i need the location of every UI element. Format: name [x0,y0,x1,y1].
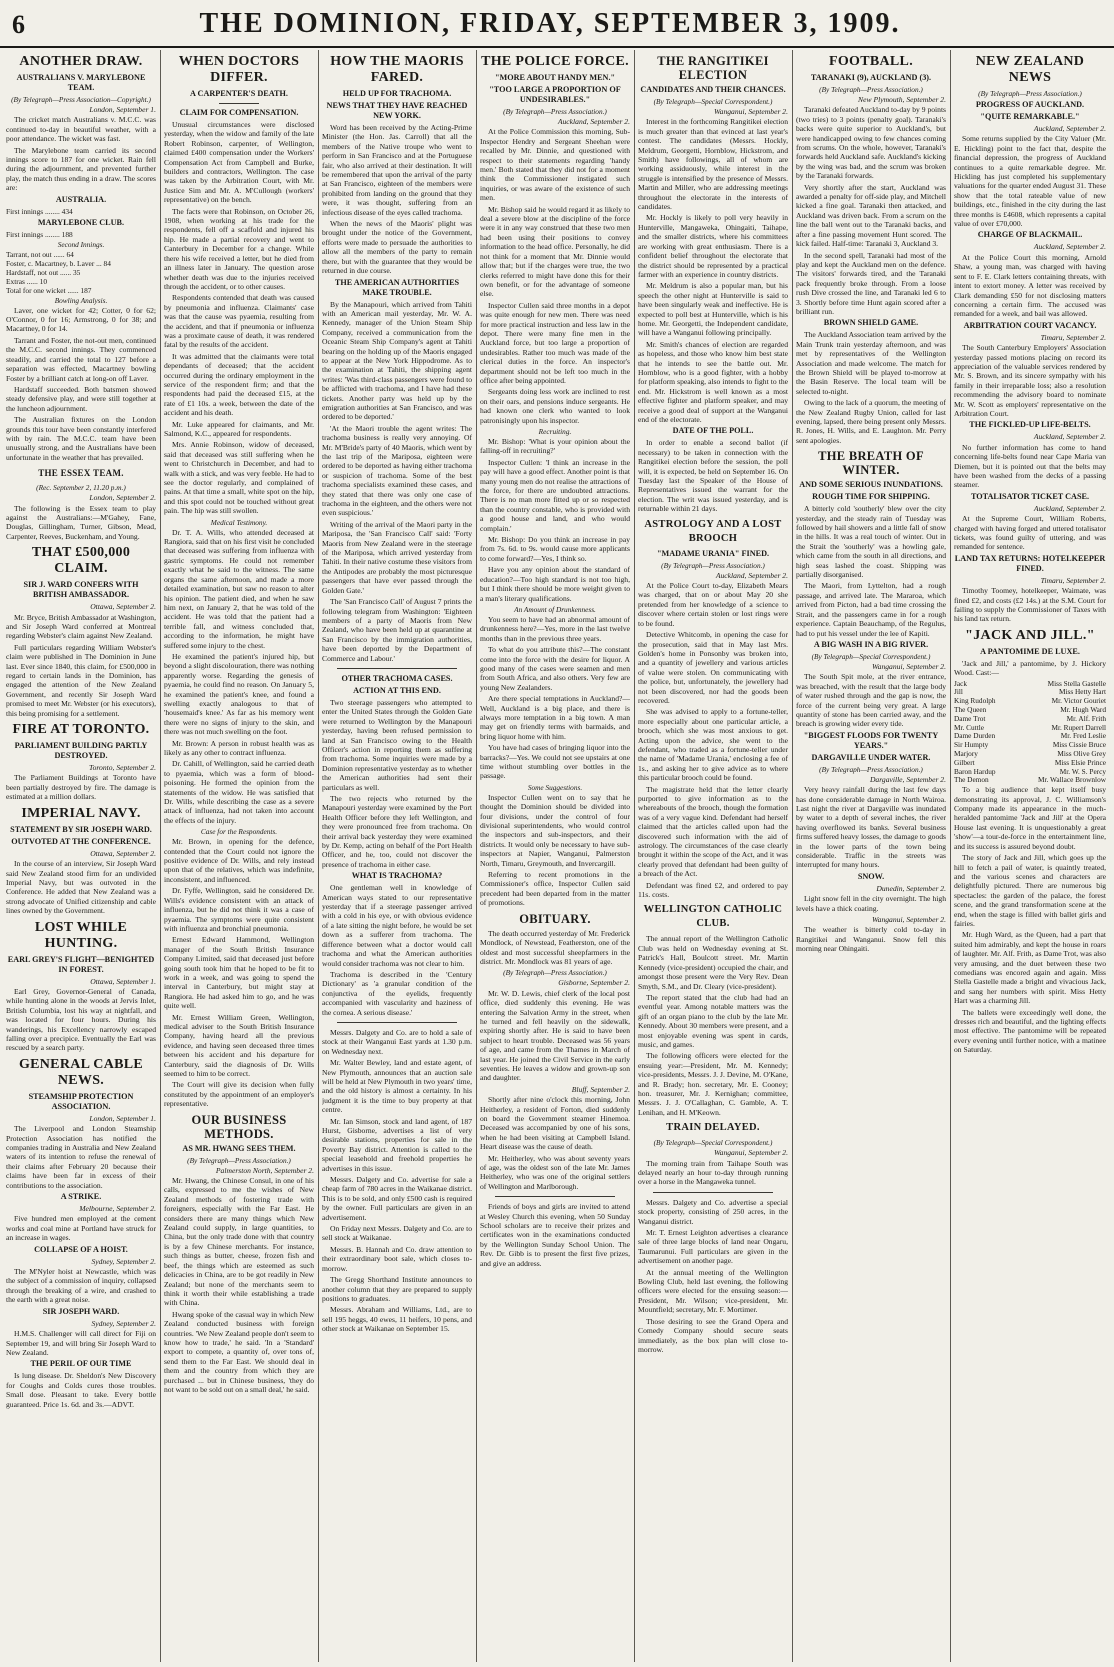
subhead: LAND TAX RETURNS: HOTELKEEPER FINED. [954,553,1106,573]
credit-line: (By Telegraph—Press Association.) [503,968,607,978]
dateline: Dunedin, September 2. [876,883,946,893]
headline-claim: THAT £500,000 CLAIM. [31,545,131,577]
paragraph: One gentleman well in knowledge of American ways stated to our representative yesterday that if a steerage passenger arrived with a cold in his eye, or with obvious evidence of a late sitting the night before, he would be set down as a sufferer from trachoma. The difference between what a doctor would call trachoma and what the American authorities would consider trachoma was not clear to him. [322,883,472,968]
paragraph: By the Manapouri, which arrived from Tahiti with an American mail yesterday, Mr. W. A. Kennedy, manager of the Union Steam Ship Company, received a communication from the Oceanic Steam Ship Company's agent at Tahiti bearing on the holding up of the Maoris engaged to appear at the New York Hippodrome. As to the examination at Tahiti, the shipping agent writes: 'Was third-class passengers were found to be afflicted with trachoma, and I have had these tickets. Another party was held up by the emigration authorities at San Francisco, and was ordered to be deported.' [322,299,472,422]
cast-role: Dame Durden [954,731,996,741]
dateline: London, September 1. [89,1113,156,1123]
section-heading: Medical Testimony. [210,517,268,527]
paragraph: At the Police Court this morning, Arnold Shaw, a young man, was charged with having sent to F. E. Clark letters containing threats, with intent to extort money. A letter was received by Clark demanding £50 for not disclosing matters concerning a certain firm. The accused was remanded for a week, and bail was allowed. [954,252,1106,319]
subhead: ROUGH TIME FOR SHIPPING. [812,492,930,502]
dateline: London, September 1. [89,105,156,114]
cast-actor: Miss Hetty Hart [1058,687,1106,697]
credit-line: (By Telegraph—Special Correspondent.) [653,1138,773,1148]
subhead: STATEMENT BY SIR JOSEPH WARD. [10,824,152,834]
cast-role: Marjory [954,749,978,759]
headline-breath-winter: THE BREATH OF WINTER. [818,449,924,478]
page-number: 6 [12,10,25,39]
dateline: Sydney, September 2. [91,1318,156,1328]
masthead [0,0,1114,48]
column-3 [322,50,472,1662]
paragraph: The weather is bitterly cold to-day in Rangitikei and Wanganui. Snow fell this morning near Ohingaiti. [796,925,946,954]
paragraph: The report stated that the club had had an eventful year. Among notable matters was the gift of an organ piano to the club by the late Mr. Kennedy. About 30 members were present, and a most enjoyable evening was spent in cards, music, and games. [638,992,788,1049]
cast-role: Dame Trot [954,713,986,723]
subhead: STEAMSHIP PROTECTION ASSOCIATION. [28,1091,134,1111]
subhead: "TOO LARGE A PROPORTION OF UNDESIRABLES." [489,85,621,104]
dateline: Ottawa, September 2. [90,848,156,858]
paragraph: On Friday next Messrs. Dalgety and Co. are to sell stock at Waikanae. [322,1224,472,1243]
score-heading: Second Innings. [57,239,105,249]
dateline: Auckland, September 2. [715,570,788,580]
paragraph: Friends of boys and girls are invited to attend at Wesley Church this evening, when 50 Sunday School scholars are to receive their prizes and certificates won in the examinations conducted by the Wellington Sunday School Union. The Rev. Dr. Gibb is to present the first five prizes, and give an address. [480,1202,630,1268]
paragraph: Timothy Toomey, hotelkeeper, Waimate, was fined £2, and costs (£2 14s.) at the S.M. Court for failing to supply the Commissioner of Taxes with his land tax return. [954,586,1106,624]
dateline: Wanganui, September 2. [714,107,788,116]
subhead: HELD UP FOR TRACHOMA. [342,89,452,98]
column-6 [796,50,946,1662]
column-rule [476,50,477,1662]
column-rule [318,50,319,1662]
paragraph: The death occurred yesterday of Mr. Frederick Mondlock, of Newstead, Featherston, one of the oldest and most successful sheepfarmers in the district. Mr. Mondlock was 81 years of age. [480,928,630,966]
paragraph: Dr. Cahill, of Wellington, said he carried death to pyaemia, which was a form of blood-poisoning. He formed the opinion from the statements of the widow. He was satisfied that Dr. Wills, while describing the case as a severe attack of influenza, had not taken into account the effects of the injury. [164,759,314,825]
cast-actor: Miss Cissie Bruce [1052,740,1106,750]
column-1 [6,50,156,1662]
paragraph: The South Spit mole, at the river entrance, was breached, with the result that the large body of water rushed through and the gap is now, the force of the current being very great. A large quantity of stone has been carried away, and the breach is growing wider every tide. [796,672,946,729]
paragraph: Mr. Bishop: 'What is your opinion about the falling-off in recruiting?' [480,437,630,456]
paragraph: At the annual meeting of the Wellington Bowling Club, held last evening, the following officers were elected for the ensuing season:—President, Mr. Wilson; vice-president, Mr. Mountfield; secretary, Mr. F. Mortimer. [638,1267,788,1315]
cast-row [954,776,1106,785]
dateline: Gisborne, September 2. [558,978,630,988]
section-heading: Recruiting. [538,427,572,436]
subhead: ARBITRATION COURT VACANCY. [963,320,1097,330]
paragraph: Mr. Brown: A person in robust health was as likely as any other to contract influenza. [164,738,314,757]
paragraph: Two steerage passengers who attempted to enter the United States through the Golden Gate were returned to Wellington by the Manapouri yesterday, having been refused permission to land at San Francisco owing to the Health Officer's action in reporting them as suffering from trachoma. Some inquiries were made by a Dominion representative yesterday as to whether the American authorities had sent their particulars as well. [322,697,472,792]
section-heading: Some Suggestions. [527,782,583,792]
subhead: SIR JOSEPH WARD. [42,1306,120,1316]
paragraph: Dr. Fyffe, Wellington, said he considered Dr. Wills's evidence consistent with an attack of influenza, but he did not think it was a case of pyaemia. The symptoms were quite consistent with influenza and bronchial pneumonia. [164,886,314,933]
newspaper-columns [6,50,1108,1662]
divider [219,103,259,104]
newspaper-title: THE DOMINION, FRIDAY, SEPTEMBER 3, 1909. [199,8,901,39]
paragraph: Those desiring to see the Grand Opera and Comedy Company should secure seats immediately, as the box plan will close to-morrow. [638,1316,788,1354]
paragraph: Hwang spoke of the casual way in which New Zealand conducted business with foreign countries. 'We New Zealand people don't seem to know how to trade,' he said. 'In a 'Standard' export to compete, a quantity of, over tons of, send them to the Far East. We should deal in them and the country from which they are purchased ... but in Chinese business, 'they do not want to be sold out on a small deal,' he said. [164,1309,314,1394]
cast-role: Mr. Cuttle [954,722,984,732]
score-line: Foster, c. Macartney, b. Laver ... 84 [6,258,111,268]
column-rule [160,50,161,1662]
cast-actor: Mr. Wallace Brownlow [1038,775,1106,785]
paragraph: Trachoma is described in the 'Century Dictionary' as 'a granular condition of the conjunctiva of the eyelids, frequently accompanied with vascularity and haziness of the cornea. A serious disease.' [322,969,472,1017]
paragraph: At the Supreme Court, William Roberts, charged with having forged and uttered totalisator tickets, was found guilty of uttering, and was remanded for sentence. [954,514,1106,552]
subhead: DARGAVILLE UNDER WATER. [811,752,931,762]
advert-heading: THE PERIL OF OUR TIME [30,1359,132,1369]
paragraph: The Gregg Shorthand Institute announces to another column that they are prepared to supply positions to graduates. [322,1275,472,1303]
subhead: SNOW. [857,871,885,881]
score-line: Extras ...... 10 [6,276,48,286]
paragraph: Light snow fell in the city overnight. The high levels have a thick coating. [796,894,946,913]
dateline: Auckland, September 2. [1033,432,1106,442]
headline-rangitikei: THE RANGITIKEI ELECTION [657,54,769,82]
credit-line: (By Telegraph—Press Association—Copyright.) [11,95,151,104]
paragraph: Very heavy rainfall during the last few days has done considerable damage in North Wairoa. Last night the river at Dargaville was inundated by water to a depth of several inches, the river having overflowed its banks. Several business firms suffered heavy losses, the damage to goods in the lower parts of the town being considerable. Traffic in the streets was interrupted for many hours. [796,785,946,870]
headline-police-force: THE POLICE FORCE. [481,54,629,69]
divider [653,1192,773,1193]
headline-cable-news: GENERAL CABLE NEWS. [18,1056,144,1088]
paragraph: It was admitted that the claimants were total dependants of deceased; that the accident occurred during the ordinary employment in the service of the respondent firm; and that the respondents had paid the deceased £15, at the rate of £1 10s. a week, between the date of the accident and his death. [164,351,314,418]
paragraph: Messrs. Dalgety and Co. advertise for sale a cheap farm of 780 acres in the Waikanae district. This is to be sold, and only £500 cash is required by the owner. Full particulars are given in an advertisement. [322,1175,472,1222]
cast-actor: Mr. W. S. Percy [1059,766,1106,776]
dateline: Wanganui, September 2. [714,1148,788,1158]
paragraph: Five hundred men employed at the cement works and coal mine at Portland have struck for an increase in wages. [6,1214,156,1243]
paragraph: Messrs. B. Hannah and Co. draw attention to their extraordinary boot sale, which closes to-morrow. [322,1244,472,1273]
cast-actor: Miss Olive Grey [1057,749,1106,759]
paragraph: Mr. Brown, in opening for the defence, contended that the Court could not ignore the positive evidence of Dr. Wills, and rely instead upon that of the relatives, which was indefinite, inconsistent, and influenced. [164,837,314,884]
paragraph: Owing to the lack of a quorum, the meeting of the New Zealand Rugby Union, called for last evening, lapsed, there being present only Messrs. R. Jones, H. Wills, and E. Laughton. Mr. Perry sent apologies. [796,398,946,445]
paragraph: The following is the Essex team to play against the Australians:—M'Gahey, Fane, Douglas, Gillingham, Turner, Gibson, Mead, Carpenter, Reeves, Buckenham, and Young. [6,503,156,541]
paragraph: The Auckland Association team arrived by the Main Trunk train yesterday afternoon, and was met by representatives of the Wellington Association and made welcome. The match for the Brown Shield will be played to-morrow at the Basin Reserve. The local team will be selected to-night. [796,330,946,396]
paragraph: Inspector Cullen said three months in a depot was quite enough for new men. There was need for more practical instruction and less law in the depot. There were many fine men in the Auckland force, but too large a proportion of undesirables. Rather too much was made of the clerical duties in the force. An inspector's department should not be left too much in the office after being appointed. [480,300,630,385]
paragraph: The Marylebone team carried its second innings score to 187 for one wicket. Rain fell during the adjournment, and prevented further play, the match thus ending in a draw. The scores are: [6,145,156,193]
cast-role: Gilbert [954,757,975,767]
paragraph: The 'San Francisco Call' of August 7 prints the following telegram from Washington: 'Eighteen members of a party of Maoris from New Zealand, who have been held up at quarantine at San Francisco by the immigration authorities, have been deported by the Department of Commerce and Labour.' [322,597,472,663]
dateline: Wanganui, September 2. [872,661,946,671]
paragraph: Full particulars regarding William Webster's claim were published in The Dominion in June last. Ever since 1840, this claim, for £500,000 in regard to certain lands in the Dominion, has engaged the attention of the New Zealand Government, and recently Sir Joseph Ward promised to meet Mr. Webster (or his executors), this being promising for a settlement. [6,642,156,718]
paragraph: Mr. Bishop said he would regard it as likely to deal a severe blow at the discipline of the force were it in any way construed that these two men had been using their positions to convey information to the head office. Personally, he did not think for a moment that Mr. Dinnie would allow that; but if the charges were true, the two clerks referred to might have done this for their own benefit, or for the advantage of someone else. [480,204,630,299]
score-total: Total for one wicket ...... 187 [6,285,92,295]
paragraph: Mr. Hockly is likely to poll very heavily in Hunterville, Mangaweka, Ohingaiti, Taihape, and the smaller districts, where his committees are working with great enthusiasm. There is a confident belief throughout the electorate that the district should be represented by a practical farmer with an experience in country districts. [638,213,788,279]
advert-text: Is lung disease. Dr. Sheldon's New Discovery for Coughs and Colds cures those troubles. Small dose. Pleasant to take. Every bottle guaranteed. Price 1s. 6d. and 3s.—ADVT. [6,1371,156,1409]
subhead: "QUITE REMARKABLE." [980,112,1080,121]
credit-line: (By Telegraph—Press Association.) [661,560,765,570]
column-4 [480,50,630,1662]
subhead: WHAT IS TRACHOMA? [351,871,443,881]
paragraph: Detective Whitcomb, in opening the case for the prosecution, said that in May last Mrs. Golden's home in Ponsonby was broken into, and a quantity of jewellery and various articles of value were stolen. On communicating with the police, but, unfortunately, the jewellery had not been discovered, nor had the goods been recovered. [638,630,788,705]
score-heading: AUSTRALIA. [55,194,107,204]
subhead: OUTVOTED AT THE CONFERENCE. [11,836,151,846]
paragraph: At the Police Commission this morning, Sub-Inspector Hendry and Sergeant Sheehan were recalled by Mr. Dinnie, and questioned with respect to their statements regarding 'handy men.' Both stated that they did not for a moment think the Commissioner instigated such inquiries, or was aware of the existence of such men. [480,127,630,203]
paragraph: Mr. Luke appeared for claimants, and Mr. Salmond, K.C., appeared for respondents. [164,419,314,438]
paragraph: To a big audience that kept itself busy demonstrating its approval, J. C. Williamson's Company made its appearance in the much-heralded pantomime 'Jack and Jill' at the Opera House last evening. It is unquestionably a great 'show'—a tour-de-force in the entertainment line, and its success is assured beyond doubt. [954,785,1106,851]
column-7 [954,50,1106,1662]
headline-doctors-differ: WHEN DOCTORS DIFFER. [178,54,300,85]
paragraph: Earl Grey, Governor-General of Canada, while hunting alone in the woods at Jervis Inlet, British Columbia, lost his way at nightfall, and was located for four hours. During his wanderings, his Excellency narrowly escaped falling over a precipice. Eventually the Earl was rescued by a search party. [6,986,156,1053]
subhead: DATE OF THE POLL. [672,426,754,436]
dateline: (Rec. September 2, 11.20 p.m.) [36,483,126,493]
paragraph: At the Police Court to-day, Elizabeth Mears was charged, that on or about May 20 she pretended from her knowledge of a science to discover where certain stolen or lost rings were to be found. [638,581,788,628]
credit-line: (By Telegraph—Press Association.) [819,85,923,94]
paragraph: The morning train from Taihape South was delayed nearly an hour to-day through running over a horse in the Mangaweka tunnel. [638,1158,788,1187]
subhead: A PANTOMIME DE LUXE. [980,646,1080,656]
paragraph: Sergeants doing less work are inclined to rest on their oars, and pensions induce sergeants. He had known one clerk who wanted to look patronisingly upon his inspector. [480,387,630,425]
subhead: THE FICKLED-UP LIFE-BELTS. [969,420,1091,430]
column-2 [164,50,314,1662]
paragraph: Very shortly after the start, Auckland was awarded a penalty for off-side play, and Mitchell kicked a fine goal. Taranaki then attacked, and Auckland was driven back. From a scrum on the line the ball went out to the Taranaki backs, and after a fine passing movement Hunt scored. The kick failed. Half-time: Taranaki 3, Auckland 3. [796,182,946,249]
cast-role: The Demon [954,775,989,785]
column-rule [792,50,793,1662]
paragraph: Messrs. Dalgety and Co. advertise a special stock property, consisting of 250 acres, in the Wanganui district. [638,1197,788,1226]
paragraph: Mrs. Annie Robinson, widow of deceased, said that deceased was still suffering when he went to Christchurch in December, and had to walk with a stick, and was very feeble. He had to see the doctor regularly, and complained of pains. At that time a small, white spot on the hip, and this spot could not be touched without great pain. The hip was still swollen. [164,440,314,516]
paragraph: When the news of the Maoris' plight was brought under the notice of the Government, efforts were made to persuade the authorities to allow all the members of the party to remain there, but with the guarantee that they would be returned in due course. [322,219,472,276]
cast-role: Baron Hardup [954,766,996,776]
headline-train-delayed: TRAIN DELAYED. [666,1122,760,1134]
headline-nz-news: NEW ZEALAND NEWS [975,54,1085,85]
credit-line: (By Telegraph—Press Association.) [187,1155,291,1165]
paragraph: The magistrate held that the letter clearly purported to give information as to the whereabouts of the brooch, though the formation was of a very vague kind. Defendant had herself claimed that the articles called upon had the discovered such information with the aid of astrology. The circumstances of the case clearly brought it within the scope of the Act, and it was clearly proved that defendant had been guilty of a breach of the Act. [638,784,788,879]
paragraph: In the second spell, Taranaki had most of the play and kept the Auckland men on the defence. The visitors' forwards tired, and the Taranaki pack frequently broke through. From a loose rush Dive crossed the line, and Taranaki led 6 to 3. Shortly before time Hunt again scored after a brilliant run. [796,250,946,316]
paragraph: Shortly after nine o'clock this morning, John Heitherley, a resident of Forton, died suddenly on board the Government steamer Hinemoa. Deceased was accompanied by one of his sons, when he had been visiting at Campbell Island. Heart disease was the cause of death. [480,1095,630,1152]
dateline: New Plymouth, September 2. [858,95,946,104]
headline-catholic-club: WELLINGTON CATHOLIC CLUB. [643,904,783,930]
subhead: AS MR. HWANG SEES THEM. [182,1143,296,1153]
dateline: Bluff, September 2. [571,1084,630,1094]
cast-actor: Mr. Alf. Frith [1066,713,1106,723]
subhead: A STRIKE. [60,1192,102,1202]
subhead: CLAIM FOR COMPENSATION. [179,108,299,117]
cast-role: King Rudolph [954,696,996,706]
divider [337,668,457,669]
paragraph: The annual report of the Wellington Catholic Club was held on Wednesday evening at St. Patrick's Hall, Boulcott street. Mr. Martin Kennedy (vice-president) occupied the chair, and amongst those present were the Very Rev. Dean Smyth, S.M., and Dr. Cleary (vice-president). [638,934,788,991]
credit-line: (By Telegraph—Press Association.) [503,107,607,116]
paragraph: Dr. T. A. Wills, who attended deceased at Rangiora, said that on his first visit he concluded that deceased was suffering from influenza with gastric symptoms. He could not remember exactly what he said to the witness. The same organs the same afternoon, and made a more detailed examination, but saw no reason to alter his opinion. The patient died, and when he saw him next, on January 2, that he was told of the accident. He was told that the patient had a terrible fall, and witness concluded that, according to the information, he might have suffered some injury to the chest. [164,527,314,650]
dateline: Timaru, September 2. [1040,575,1106,585]
paragraph: You have had cases of bringing liquor into the barracks?—Yes. We could not see upstairs at one time without stumbling over bottles in the passage. [480,743,630,781]
dateline: London, September 2. [89,493,156,503]
score-line: First innings ........ 434 [6,206,73,216]
headline-another-draw: ANOTHER DRAW. [19,54,143,69]
paragraph: Mr. Meldrum is also a popular man, but his speech the other night at Hunterville is said to have been singularly weak and ineffective. He is expected to poll best at Hunterville, which is his home. Mr. Georgetti, the Independent candidate, will have a Wanganui following principally. [638,281,788,338]
cast-actor: Miss Elsie Prince [1054,757,1106,767]
paragraph: Are there special temptations in Auckland?—Well, Auckland is a big place, and there is always more temptation in a big town. A man may get on friendly terms with barmaids, and bring liquor home with him. [480,694,630,741]
cast-actor: Mr. Hugh Ward [1060,705,1106,715]
divider [337,1022,457,1023]
paragraph: Defendant was fined £2, and ordered to pay 11s. costs. [638,880,788,900]
paragraph: The Parliament Buildings at Toronto have been partially destroyed by fire. The damage is estimated at a million dollars. [6,773,156,802]
paragraph: Messrs. Dalgety and Co. are to hold a sale of stock at their Wanganui East yards at 1.30 p.m. on Wednesday next. [322,1027,472,1056]
subhead: NEWS THAT THEY HAVE REACHED NEW YORK. [326,101,468,120]
paragraph: Mr. Ian Simson, stock and land agent, of 187 Hurst, Gisborne, advertises a list of very desirable stations, properties for sale in the Poverty Bay district. Attention is called to the special leasehold and freehold properties he advertises in this issue. [322,1116,472,1173]
paragraph: The M'Nyler hoist at Newcastle, which was the subject of a commission of inquiry, collapsed through the breaking of a wire, and crashed to the earth with a great noise. [6,1267,156,1305]
paragraph: Hardstaff succeeded. Both batsmen showed steady defensive play, and were still together at the luncheon adjournment. [6,384,156,413]
subhead: "BIGGEST FLOODS FOR TWENTY YEARS." [803,730,939,750]
subhead: THE AMERICAN AUTHORITIES MAKE TROUBLE. [334,277,460,297]
paragraph: Referring to recent promotions in the Commissioner's office, Inspector Cullen said precedent had been departed from in the matter of promotions. [480,870,630,908]
subhead: EARL GREY'S FLIGHT—BENIGHTED IN FOREST. [7,954,155,974]
dateline: Timaru, September 2. [1040,332,1106,342]
subhead: CANDIDATES AND THEIR CHANCES. [640,85,786,94]
section-heading: An Amount of Drunkenness. [514,604,596,614]
paragraph: The South Canterbury Employers' Association yesterday passed motions placing on record its appreciation of the valuable services rendered by Mr. S. Brown, and its sincere sympathy with his family in their irreparable loss; also a resolution recommending the advisory board to nominate Mr. W. Scott as employers' representative on the Arbitration Court. [954,343,1106,418]
cast-role: Jack [954,678,967,688]
subhead: COLLAPSE OF A HOIST. [34,1244,128,1254]
cast-role: Sir Humpty [954,740,989,750]
subhead: OTHER TRACHOMA CASES. [341,673,453,683]
paragraph: Mr. Smith's chances of election are regarded as hopeless, and those who know him best state that he intends to see the battle out. Mr. Hornblow, who is a good fighter, with a hobby for platform speaking, also intends to fight to the end. Mr. Hickstrom is well known as a most effective fighter and platform speaker, and may receive a good deal of support at the Wanganui end of the electorate. [638,339,788,424]
divider [495,1196,615,1197]
paragraph: Writing of the arrival of the Maori party in the Mariposa, the 'San Francisco Call' said: 'Forty Maoris from New Zealand were in the steerage of the Mariposa, which arrived yesterday from Tahiti. In their native costume these visitors from the Antipodes are probably the most picturesque passengers that have ever passed through the Golden Gate.' [322,519,472,595]
paragraph: 'At the Maori trouble the agent writes: The trachoma business is really very annoying. Of Mr. M'Bride's party of 40 Maoris, which went by the last trip of the Mariposa, eighteen were ordered to be deported as having either trachoma or suspicion of trachoma. Some of the best trachoma specialists examined these cases, and they stated that there was only one case of trachoma in the eighteen, and the others were not even suspicious.' [322,423,472,518]
subhead: SIR J. WARD CONFERS WITH BRITISH AMBASSADOR. [23,580,139,600]
paragraph: The Liverpool and London Steamship Protection Association has notified the companies trading in Australia and New Zealand waters of its intention to refuse the renewal of their claims after February 20 because their claims have been far in excess of their contributions to the association. [6,1124,156,1190]
credit-line: (By Telegraph—Press Association.) [819,764,923,774]
paragraph: The two rejects who returned by the Manapouri yesterday were examined by the Port Health Officer before they left Wellington, and they were pronounced free from trachoma. On their arrival back yesterday they were examined by Dr. Kemp, acting on behalf of the Port Health Officer, and he, too, could not discover the presence of trachoma in either case. [322,794,472,869]
dateline: Auckland, September 2. [1033,242,1106,252]
paragraph: Have you any opinion about the standard of education?—Too high standard is not too high, but I think there should be more weight given to a man's literary qualifications. [480,565,630,603]
headline-imperial-navy: IMPERIAL NAVY. [21,805,141,821]
column-rule [634,50,635,1662]
subhead: PROGRESS OF AUCKLAND. [975,100,1085,109]
paragraph: The story of Jack and Jill, which goes up the hill to fetch a pail of water, is quaintly treated, and the various scenes and characters are delightfully pictured. There are numerous big spectacles: the garden of the palace, the forest scene, and the grand transformation scene at the end, when the stage is filled with ballet girls and fairies. [954,853,1106,928]
paragraph: Mr. Hugh Ward, as the Queen, had a part that suited him admirably, and kept the house in roars of laughter. Mr. Alf. Frith, as Dame Trot, was also very amusing, and the duet between these two comedians was encored again and again. Miss Stella Gastelle made a bright and vivacious Jack, and sang her numbers with spirit. Miss Hetty Hart was a charming Jill. [954,930,1106,1006]
paragraph: She was advised to apply to a fortune-teller, more especially about one particular article, a brooch, which she was most anxious to get. Acting upon the advice, she went to the defendant, who traded as a fortune-teller under the name of 'Madame Urania,' enclosing a fee of 1s., and asking her to give advice as to where this particular brooch could be found. [638,707,788,783]
subhead: "MORE ABOUT HANDY MEN." [494,73,616,82]
paragraph: The ballets were exceedingly well done, the dresses rich and beautiful, and the lighting effects most effective. The pantomime will be repeated every evening until further notice, with a matinee on Saturday. [954,1007,1106,1055]
subhead: AND SOME SERIOUS INUNDATIONS. [799,480,943,490]
subhead: PARLIAMENT BUILDING PARTLY DESTROYED. [14,741,148,761]
score-line: Hardstaff, not out ...... 35 [6,267,81,277]
headline-astrology: ASTROLOGY AND A LOST BROOCH [644,518,782,544]
paragraph: 'Jack and Jill,' a pantomime, by J. Hickory Wood. Cast:— [954,658,1106,678]
subhead: BROWN SHIELD GAME. [823,318,919,328]
headline-essex-team: THE ESSEX TEAM. [38,468,124,479]
paragraph: Mr. Ernest William Green, Wellington, medical adviser to the South British Insurance Company, having heard all the previous evidence, and having seen deceased three times between his accident and his departure for Canterbury, said the diagnosis of Dr. Wills seemed to him to be correct. [164,1012,314,1078]
cast-actor: Mr. Fred Leslie [1060,731,1106,741]
dateline: Auckland, September 2. [1033,124,1106,133]
score-line: First innings ........ 188 [6,229,73,239]
column-5 [638,50,788,1662]
headline-fire-toronto: FIRE AT TORONTO. [12,722,150,738]
score-heading: Bowling Analysis. [54,295,108,305]
cast-list [954,680,1106,786]
paragraph: Taranaki defeated Auckland to-day by 9 points (two tries) to 3 points (penalty goal). Taranaki's backs were quite superior to Auckland's, but were handicapped owing to few chances coming from scrums. On the whole, however, Taranaki's forwards held Auckland safe. Auckland's kicking by the wing was bad, and the scrum was broken by the Taranaki forwards. [796,105,946,181]
headline-maoris-fared: HOW THE MAORIS FARED. [330,54,464,85]
paragraph: Mr. Heitherley, who was about seventy years of age, was the oldest son of the late Mr. James Heitherley, who was one of the original settlers of Wellington and Marlborough. [480,1153,630,1191]
paragraph: Mr. T. Ernest Leighton advertises a clearance sale of three large blocks of land near Ongaru, Taumarunui. Full particulars are given in the advertisement on another page. [638,1228,788,1266]
column-rule [950,50,951,1662]
credit-line: (By Telegraph—Special Correspondent.) [653,97,773,106]
cast-role: Jill [954,687,963,697]
paragraph: Mr. Walter Bewley, land and estate agent, of New Plymouth, announces that an auction sale will be held at New Plymouth in two years' time, and the old history is almost a certainty. In his judgment it is the time to buy property at that centre. [322,1058,472,1115]
cast-role: The Queen [954,705,987,715]
paragraph: The Maori, from Lyttelton, had a rough passage, and arrived late. The Mararoa, which arrived from Picton, had a bad time crossing the Strait, and the passengers came in for a rough experience. Captain Beauchamp, of the Regulus, had to put his vessel under the lee of Kapiti. [796,581,946,638]
dateline: Palmerston North, September 2. [215,1165,314,1175]
subhead: TOTALISATOR TICKET CASE. [970,491,1090,501]
dateline: Dargaville, September 2. [869,774,946,784]
paragraph: In order to enable a second ballot (if necessary) to be taken in connection with the Rangitikei election before the session, the poll will, it is expected, be held on September 16. On Tuesday last the Speaker of the House of Representatives issued the warrant for the election. The writ was issued yesterday, and is returnable within 21 days. [638,438,788,514]
paragraph: Mr. Hwang, the Chinese Consul, in one of his calls, expressed to me the wishes of New Zealand methods of fostering trade with foreigners, especially with the Far East. He considers there are many things which New Zealand could supply, in large quantities, to China, but the only trade done with that country is by a few Chinese merchants. For instance, such things as butter, cheese, frozen fish and beef, the things which are esteemed as such delicacies in China, are to be got readily in New Zealand; but none of the merchants seem to think it worth their while establishing a trade with China. [164,1176,314,1308]
paragraph: Mr. Bryce, British Ambassador at Washington, and Sir Joseph Ward conferred at Montreal regarding Webster's claim against New Zealand. [6,612,156,641]
subhead: AUSTRALIANS V. MARYLEBONE TEAM. [16,73,146,92]
dateline: Toronto, September 2. [89,763,156,773]
paragraph: You seem to have had an abnormal amount of drunkenness here?—Yes, more in the last twelve months than in the previous three years. [480,614,630,643]
headline-business-methods: OUR BUSINESS METHODS. [191,1112,287,1141]
subhead: TARANAKI (9), AUCKLAND (3). [810,73,932,82]
dateline: Auckland, September 2. [557,117,630,126]
paragraph: Mr. W. D. Lewis, chief clerk of the local post office, died suddenly this evening. He was entering the Salvation Army in the street, when he turned and fell heavily on the sidewalk, expiring shortly after. He is said to have been subject to heart trouble. Deceased was 56 years of age, and came from the Thames in March of last year. He joined the Civil Service in the early seventies. He leaves a widow and grown-up son and daughter. [480,988,630,1083]
dateline: Ottawa, September 2. [90,602,156,612]
paragraph: Some returns supplied by the City Valuer (Mr. E. Hickling) point to the fact that, despite the financial depression, the progress of Auckland continues to a quite remarkable degree. Mr. Hickling has just completed his supplementary valuations for the quarter ended August 31. These show that the total rateable value of new buildings, etc., finished in the city during the last three months is £4608, which represents a capital value of over £70,000. [954,134,1106,229]
subhead: A BIG WASH IN A BIG RIVER. [813,639,929,649]
paragraph: Messrs. Abraham and Williams, Ltd., are to sell 195 heggs, 40 ewes, 11 heifers, 10 pens, and other stock at Waikanae on September 15. [322,1305,472,1334]
paragraph: Ernest Edward Hammond, Wellington manager of the South British Insurance Company Limited, said that deceased just before going south took him that he hoped to be fit to work in a week, and was going to spend the interval in Canterbury, but might stay at Rangiora. He had asked him to go, and he was quite well. [164,935,314,1011]
paragraph: Inspector Cullen: 'I think an increase in the pay will have a good effect. Another point is that many young men do not realise the attractions of the force, for there are undoubted attractions. There is no man more fitted up or so respected than the country constable, who is provided with a good house and land, and who would complain.' [480,457,630,533]
paragraph: The cricket match Australians v. M.C.C. was continued to-day in beautiful weather, with a poor attendance. The wicket was fast. [6,115,156,144]
paragraph: Interest in the forthcoming Rangitikei election is much greater than that evinced at last year's contest. The candidates (Messrs. Hockly, Meldrum, Georgetti, Hornblow, Hickstrom, and Smith) have followings, all of whom are working assiduously, while interest in the struggle is intensified by the presence of Messrs. Martin and Miller, who are addressing meetings throughout the electorate in the interests of candidates. [638,117,788,212]
dateline: Melbourne, September 2. [79,1204,156,1214]
headline-jack-and-jill: "JACK AND JILL." [965,627,1095,643]
paragraph: Tarrant and Foster, the not-out men, continued the M.C.C. second innings. They commenced steadily, and carried the total to 127 before a separation was effected, Macartney bowling Foster by a brilliant catch at long-on off Laver. [6,335,156,383]
paragraph: To what do you attribute this?—The constant come into the force with the desire for liquor. A good many of the cases were seamen and men from South Africa, and also others. Very few are young New Zealanders. [480,645,630,692]
subhead: "MADAME URANIA" FINED. [656,548,770,558]
paragraph: Inspector Cullen went on to say that he thought the Dominion should be divided into four divisions, under the control of four divisional superintendents, who would control the inspectors and sub-inspectors, and their districts. It would only be necessary to have sub-inspectors at Napier, Wanganui, Palmerston North, Timaru, Greymouth, and Invercargill. [480,792,630,868]
subhead: ACTION AT THIS END. [353,685,441,695]
paragraph: The following officers were elected for the ensuing year:—President, Mr. M. Kennedy; vice-presidents, Messrs. J. J. Devine, M. O'Kane, and R. Brady; hon. secretary, Mr. E. Cooney; hon. treasurer, Mr. J. Kernighan; committee, Messrs. J. J. O'Callaghan, C. Gamble, A. T. Lenihan, and H. M'Keown. [638,1051,788,1117]
paragraph: Laver, one wicket for 42; Cotter, 0 for 62; O'Connor, 0 for 16; Armstrong, 0 for 38; and Macartney, 0 for 14. [6,305,156,334]
paragraph: A bitterly cold 'southerly' blew over the city yesterday, and the steady rain of Tuesday was followed by hail showers and a little fall of snow in the hills. It was a real touch of winter. Out in the Strait the 'southerly' was a howling gale, which came from the south in all directions, and high seas lashed the coast. Shipping was partially disorganised. [796,504,946,580]
dateline: Auckland, September 2. [1033,503,1106,513]
paragraph: H.M.S. Challenger will call direct for Fiji on September 19, and will bring Sir Joseph Ward to New Zealand. [6,1329,156,1357]
headline-football: FOOTBALL. [829,54,913,69]
paragraph: Word has been received by the Acting-Prime Minister (the Hon. Jas. Carroll) that all the members of the Native troupe who went to perform in San Francisco and at the Portuguese fair, who also arrived at their destination. It will be remembered that upon the arrival of the party at San Francisco, eighteen of the members were prohibited from landing on the ground that they were, it was thought, suffering from an infectious disease of the eyes called trachoma. [322,123,472,217]
paragraph: Unusual circumstances were disclosed yesterday, when the widow and family of the late Robert Robinson, carpenter, of Wellington, claimed £400 compensation under the Workers' Compensation Act from Campbell and Burke, builders and contractors, Wellington. The case was taken by the Arbitration Court, with Mr. Justice Sim and Mr. A. M'Cullough (workers' representative) on the bench. [164,120,314,205]
headline-obituary: OBITUARY. [519,911,591,926]
credit-line: (By Telegraph—Special Correspondent.) [811,651,931,661]
paragraph: The facts were that Robinson, on October 26, 1908, when working at his trade for the respondents, fell off a scaffold and injured his hip. He made a partial recovery and went to Canterbury in December for a change. While there his wife received a letter, but he died from an illness later in January. The question arose whether death was due to the injuries received through the accident, or to other causes. [164,206,314,291]
credit-line: (By Telegraph—Press Association.) [978,89,1082,98]
paragraph: Respondents contended that death was caused by pneumonia and influenza. Claimants' case was that the cause was pyaemia, resulting from the accident, and that if pneumonia or influenza was a proximate cause of death, it was rendered fatal by the results of the accident. [164,293,314,350]
paragraph: He examined the patient's injured hip, but beyond a slight discolouration, there was nothing apparently worse. Regarding the genesis of pyaemia, he could find no reason. On January 5, he examined the patient's knee, and found a swelling exactly analogous to that of 'housemaid's knee.' As far as his memory went there were no signs of injury to the skin, and there was not much swelling on the foot. [164,651,314,737]
cast-actor: Mr. Victor Gouriet [1051,696,1106,706]
section-heading: Case for the Respondents. [200,827,278,837]
score-heading: MARYLEBONE CLUB. [37,217,125,227]
score-line: Tarrant, not out ...... 64 [6,249,74,259]
dateline: Sydney, September 2. [91,1256,156,1266]
cast-actor: Mr. Rupert Darrell [1051,722,1106,732]
cast-actor: Miss Stella Gastelle [1047,678,1106,688]
dateline: Ottawa, September 1. [90,976,156,986]
dateline: Wanganui, September 2. [872,915,946,925]
paragraph: No further information has come to hand concerning life-belts found near Cape Maria van Diemen, but it is pointed out that the belts may have been washed from the decks of a passing steamer. [954,442,1106,490]
headline-lost-hunting: LOST WHILE HUNTING. [34,919,128,951]
paragraph: The Australian fixtures on the London grounds this tour have been constantly interfered with by rain. The M.C.C. team have been unusually strong, and the Australians have been unfortunate in the weather that has prevailed. [6,415,156,462]
subhead: CHARGE OF BLACKMAIL. [977,230,1083,240]
subhead: A CARPENTER'S DEATH. [190,89,288,98]
paragraph: Mr. Bishop: Do you think an increase in pay from 7s. 6d. to 9s. would cause more applicants to come forward?—Yes, I think so. [480,535,630,563]
paragraph: The Court will give its decision when fully constituted by the appointment of an employer's representative. [164,1080,314,1109]
paragraph: In the course of an interview, Sir Joseph Ward said New Zealand stood firm for an undivided Imperial Navy, but was outvoted in the Conference. He added that New Zealand was a strong advocate of Unified citizenship and cable lines owned by the Government. [6,859,156,916]
